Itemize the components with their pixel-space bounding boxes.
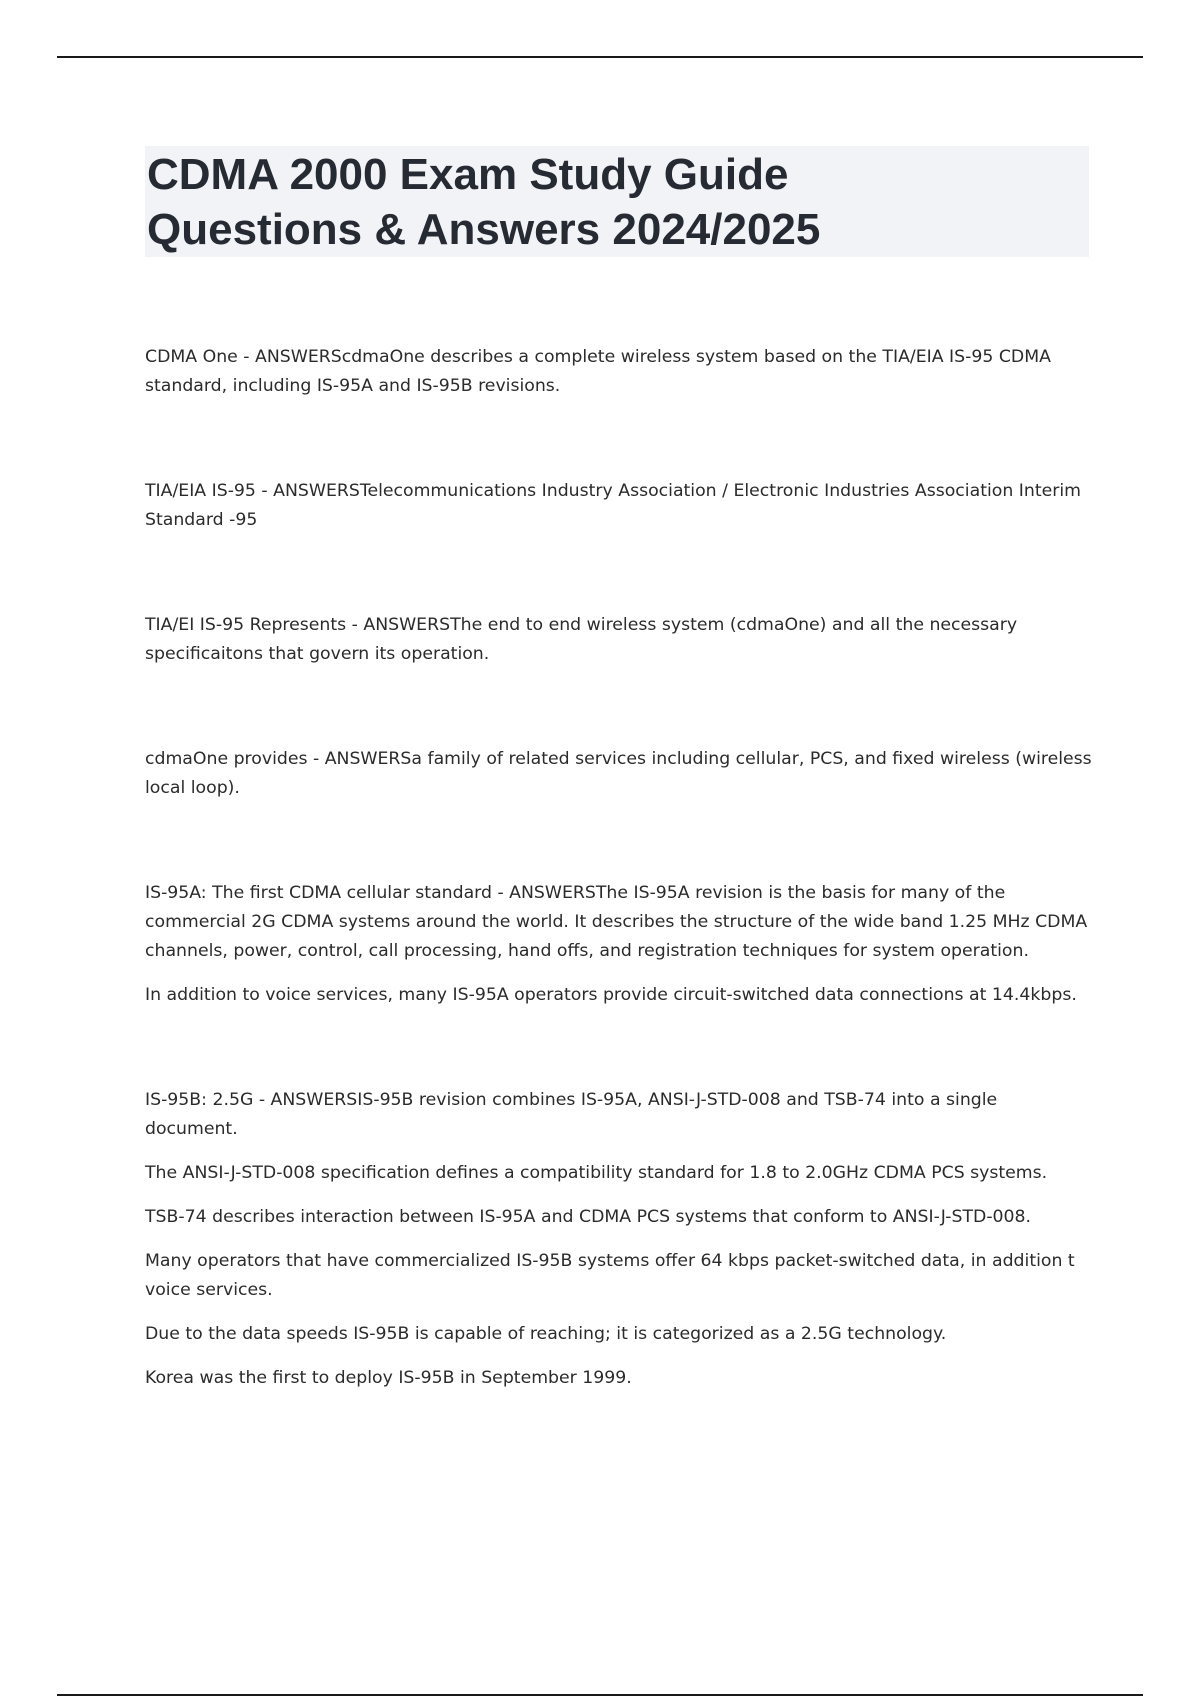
qa-paragraph: In addition to voice services, many IS-95A operators provide circuit-switched data connections at 14.4kbps. [145, 985, 1077, 1005]
top-rule [57, 56, 1143, 58]
title-line-2: Questions & Answers 2024/2025 [147, 205, 821, 254]
qa-paragraph: TIA/EIA IS-95 - ANSWERSTelecommunications Industry Association / Electronic Industries Association Interim Standard -95 [145, 481, 1081, 530]
qa-paragraph: TSB-74 describes interaction between IS-95A and CDMA PCS systems that conform to ANSI-J-STD-008. [145, 1207, 1032, 1227]
qa-paragraph: The ANSI-J-STD-008 specification defines a compatibility standard for 1.8 to 2.0GHz CDMA PCS systems. [145, 1163, 1048, 1183]
qa-paragraph: Many operators that have commercialized IS-95B systems offer 64 kbps packet-switched data, in addition t voice services. [145, 1251, 1075, 1300]
qa-list [145, 343, 1095, 1408]
qa-entry-tia-eia-is95 [145, 477, 1095, 535]
qa-paragraph: TIA/EI IS-95 Represents - ANSWERSThe end to end wireless system (cdmaOne) and all the necessary specificaitons that govern its operation. [145, 615, 1018, 664]
qa-entry-cdma-one [145, 343, 1095, 401]
qa-entry-is95-represents [145, 611, 1095, 669]
qa-paragraph: Korea was the first to deploy IS-95B in September 1999. [145, 1368, 632, 1388]
document-title [147, 146, 1089, 257]
qa-paragraph: IS-95B: 2.5G - ANSWERSIS-95B revision combines IS-95A, ANSI-J-STD-008 and TSB-74 into a single document. [145, 1090, 998, 1139]
qa-paragraph: CDMA One - ANSWERScdmaOne describes a complete wireless system based on the TIA/EIA IS-95 CDMA standard, including IS-95A and IS-95B revisions. [145, 347, 1051, 396]
bottom-rule [57, 1694, 1143, 1696]
qa-entry-is95a [145, 879, 1095, 1010]
qa-paragraph: Due to the data speeds IS-95B is capable of reaching; it is categorized as a 2.5G technology. [145, 1324, 947, 1344]
qa-entry-cdmaone-provides [145, 745, 1095, 803]
title-block [145, 146, 1089, 257]
qa-entry-is95b [145, 1086, 1095, 1393]
qa-paragraph: cdmaOne provides - ANSWERSa family of related services including cellular, PCS, and fixed wireless (wireless local loop). [145, 749, 1092, 798]
qa-paragraph: IS-95A: The first CDMA cellular standard - ANSWERSThe IS-95A revision is the basis for many of the commercial 2G CDMA systems around the world. It describes the structure of the wide band 1.25 MHz CDMA channels, power, control, call processing, hand offs, and registration techniques for system operation. [145, 883, 1088, 961]
title-line-1: CDMA 2000 Exam Study Guide [147, 150, 789, 199]
